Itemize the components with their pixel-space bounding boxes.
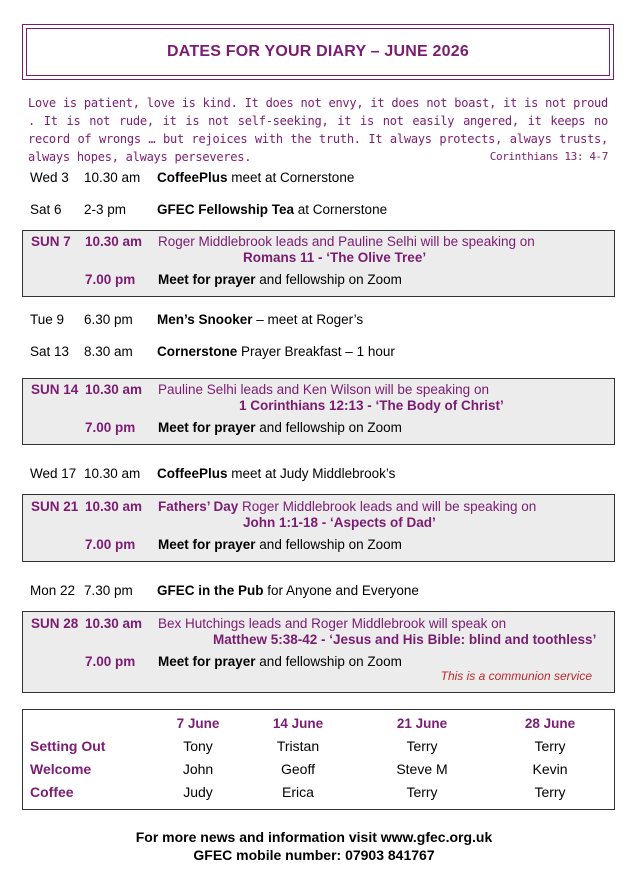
rota-header: 21 June [396, 716, 448, 731]
communion-note: This is a communion service [440, 669, 592, 683]
prayer-detail: and fellowship on Zoom [255, 420, 402, 435]
prayer-time: 7.00 pm [85, 537, 136, 552]
sermon-title: John 1:1-18 - ‘Aspects of Dad’ [243, 515, 436, 530]
rota-cell: Steve M [396, 761, 448, 777]
event-time: 10.30 am [85, 499, 143, 514]
rota-header: 28 June [524, 716, 576, 731]
event-day: SUN 21 [31, 499, 79, 514]
event-title: Cornerstone [157, 344, 238, 359]
sunday-box-28 [22, 611, 615, 693]
sunday-box-21 [22, 494, 615, 562]
event-desc [157, 583, 419, 599]
rota-cell: Terry [534, 738, 566, 754]
footer-phone: GFEC mobile number: 07903 841767 [193, 847, 435, 863]
event-day: SUN 7 [31, 234, 71, 249]
title-inner [26, 28, 610, 76]
verse-reference: Corinthians 13: 4-7 [489, 150, 608, 163]
prayer-desc [158, 272, 402, 288]
sermon-title: Romans 11 - ‘The Olive Tree’ [243, 250, 427, 265]
rota-table [22, 709, 615, 810]
event-day: Mon 22 [30, 583, 76, 598]
prayer-desc [158, 654, 402, 670]
event-time: 10.30 am [85, 616, 143, 631]
prayer-desc [158, 420, 402, 436]
event-title: GFEC in the Pub [157, 583, 264, 598]
rota-cell: John [182, 761, 214, 777]
event-time: 10.30 am [85, 382, 143, 397]
event-detail: – meet at Roger’s [252, 312, 364, 327]
rota-cell: Geoff [281, 761, 315, 777]
title-box [22, 24, 614, 80]
event-desc [157, 466, 395, 482]
event-time: 10.30 am [85, 234, 143, 249]
event-time: 6.30 pm [84, 312, 133, 327]
prayer-detail: and fellowship on Zoom [255, 654, 402, 669]
event-detail: at Cornerstone [294, 202, 388, 217]
event-day: Wed 3 [30, 170, 69, 185]
event-day: Wed 17 [30, 466, 77, 481]
event-desc [157, 344, 395, 360]
sermon-title: 1 Corinthians 12:13 - ‘The Body of Christ’ [239, 398, 504, 413]
event-time: 10.30 am [84, 170, 141, 185]
special-day: Fathers’ Day [158, 499, 239, 514]
prayer-title: Meet for prayer [158, 654, 256, 669]
service-leaders: Roger Middlebrook leads and Pauline Selhi will be speaking on [158, 234, 535, 249]
sermon-title: Matthew 5:38-42 - ‘Jesus and His Bible: blind and toothless’ [213, 632, 597, 647]
service-leaders-text: Roger Middlebrook leads and will be speaking on [238, 499, 537, 514]
verse-text: Love is patient, love is kind. It does not envy, it does not boast, it is not proud . It is not rude, it is not self-seeking, it is not easily angered, it keeps no record of wrongs … but rejoices with the truth. It always protects, always trusts, always hopes, always perseveres. [28, 96, 608, 164]
event-day: Sat 13 [30, 344, 70, 359]
prayer-title: Meet for prayer [158, 272, 256, 287]
event-day: Tue 9 [30, 312, 65, 327]
event-title: CoffeePlus [157, 170, 228, 185]
event-desc [157, 202, 387, 218]
event-day: Sat 6 [30, 202, 62, 217]
sunday-box-14 [22, 378, 615, 445]
event-time: 7.30 pm [84, 583, 133, 598]
event-day: SUN 14 [31, 382, 79, 397]
event-time: 8.30 am [84, 344, 133, 359]
page-title: DATES FOR YOUR DIARY – JUNE 2026 [167, 43, 469, 60]
rota-cell: Tristan [276, 738, 320, 754]
rota-cell: Erica [282, 784, 314, 800]
event-detail: meet at Cornerstone [227, 170, 355, 185]
event-detail: for Anyone and Everyone [263, 583, 419, 598]
rota-cell: Terry [406, 738, 438, 754]
event-title: Men’s Snooker [157, 312, 253, 327]
rota-row-label: Coffee [30, 784, 74, 800]
prayer-title: Meet for prayer [158, 537, 256, 552]
event-desc [157, 312, 363, 328]
footer-website: For more news and information visit www.gfec.org.uk [135, 829, 493, 845]
rota-header: 14 June [272, 716, 324, 731]
event-detail: Prayer Breakfast – 1 hour [237, 344, 395, 359]
rota-cell: Tony [183, 738, 213, 754]
rota-cell: Terry [406, 784, 438, 800]
rota-row-label: Setting Out [30, 738, 106, 754]
event-time: 10.30 am [84, 466, 141, 481]
rota-cell: Terry [534, 784, 566, 800]
prayer-desc [158, 537, 402, 553]
event-detail: meet at Judy Middlebrook’s [227, 466, 396, 481]
prayer-time: 7.00 pm [85, 420, 136, 435]
event-day: SUN 28 [31, 616, 79, 631]
event-time: 2-3 pm [84, 202, 127, 217]
rota-row-label: Welcome [30, 761, 92, 777]
service-leaders [158, 499, 536, 515]
rota-cell: Kevin [532, 761, 568, 777]
prayer-time: 7.00 pm [85, 654, 136, 669]
prayer-detail: and fellowship on Zoom [255, 272, 402, 287]
rota-header: 7 June [176, 716, 220, 731]
event-desc [157, 170, 354, 186]
sunday-box-7 [22, 230, 615, 297]
event-title: CoffeePlus [157, 466, 228, 481]
prayer-time: 7.00 pm [85, 272, 136, 287]
service-leaders: Bex Hutchings leads and Roger Middlebrook will speak on [158, 616, 507, 631]
rota-cell: Judy [183, 784, 213, 800]
event-title: GFEC Fellowship Tea [157, 202, 295, 217]
prayer-title: Meet for prayer [158, 420, 256, 435]
prayer-detail: and fellowship on Zoom [255, 537, 402, 552]
service-leaders: Pauline Selhi leads and Ken Wilson will be speaking on [158, 382, 489, 397]
